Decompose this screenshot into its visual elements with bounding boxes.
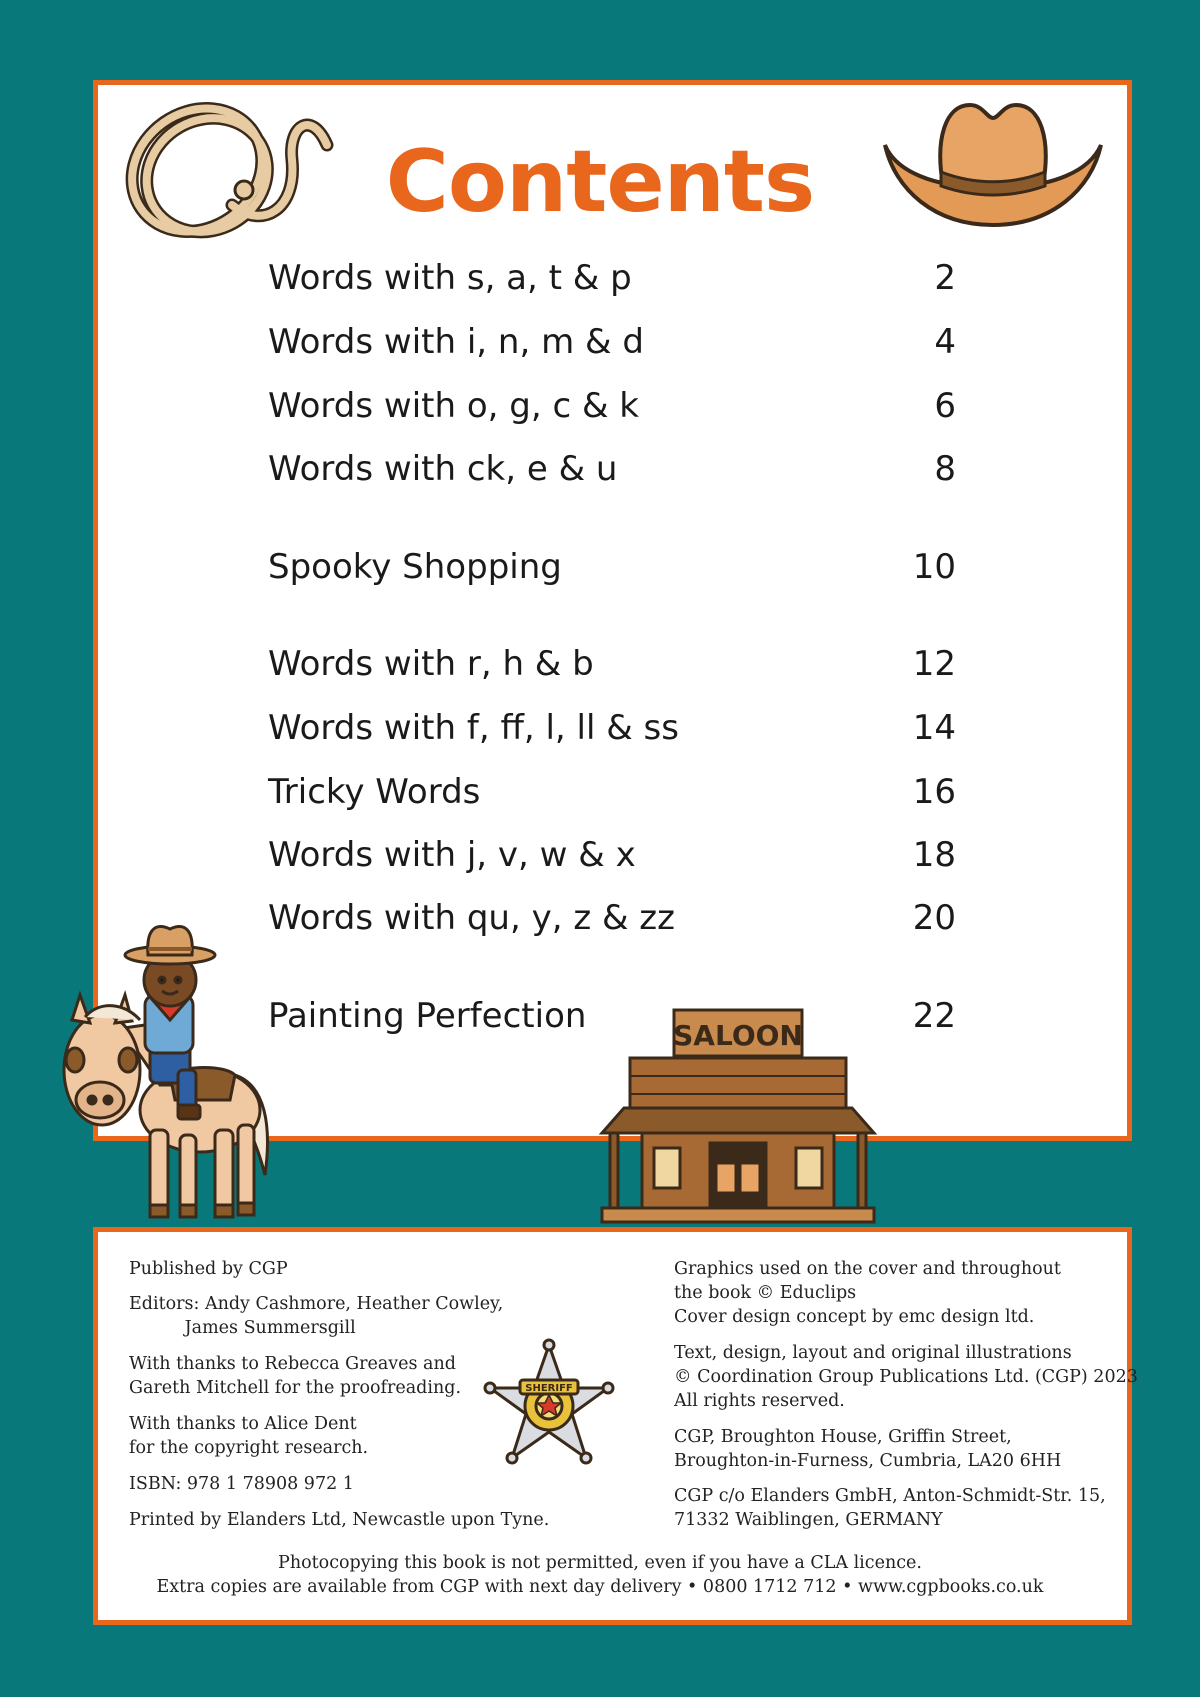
toc-entry-label: Words with f, ff, l, ll & ss [268, 708, 679, 748]
toc-entry [268, 896, 956, 940]
credit-proofreading: With thanks to Rebecca Greaves and Gareth Mitchell for the proofreading. [129, 1354, 462, 1398]
credit-address-uk: CGP, Broughton House, Griffin Street, Broughton-in-Furness, Cumbria, LA20 6HH [674, 1427, 1062, 1471]
toc-entry-label: Words with ck, e & u [268, 449, 618, 489]
credit-printer: Printed by Elanders Ltd, Newcastle upon Tyne. [129, 1510, 550, 1530]
toc-page-number: 20 [912, 898, 956, 938]
toc-entry-label: Words with s, a, t & p [268, 258, 632, 298]
toc-page-number: 6 [934, 386, 956, 426]
toc-page-number: 14 [912, 708, 956, 748]
toc-entry [268, 706, 956, 750]
toc-entry-label: Spooky Shopping [268, 547, 562, 587]
toc-page-number: 10 [912, 547, 956, 587]
footer-contact-line: Extra copies are available from CGP with next day delivery • 0800 1712 712 • www.cgpbooks.co.uk [156, 1577, 1044, 1597]
credit-address-germany: CGP c/o Elanders GmbH, Anton-Schmidt-Str. 15, 71332 Waiblingen, GERMANY [674, 1486, 1106, 1530]
footer-photocopy-notice: Photocopying this book is not permitted, even if you have a CLA licence. [278, 1553, 922, 1573]
page-title: Contents [385, 132, 815, 232]
toc-entry-label: Painting Perfection [268, 996, 587, 1036]
toc-entry-label: Tricky Words [268, 772, 481, 812]
cowboy-on-horse-icon [50, 925, 290, 1230]
toc-page-number: 4 [934, 322, 956, 362]
toc-entry [268, 770, 956, 814]
toc-entry [268, 447, 956, 491]
credit-isbn: ISBN: 978 1 78908 972 1 [129, 1474, 354, 1494]
sheriff-badge-icon [486, 1340, 612, 1470]
toc-page-number: 2 [934, 258, 956, 298]
toc-page-number: 8 [934, 449, 956, 489]
toc-entry [268, 545, 956, 589]
toc-entry [268, 833, 956, 877]
toc-entry-label: Words with qu, y, z & zz [268, 898, 676, 938]
credit-publisher: Published by CGP [129, 1259, 288, 1279]
toc-page-number: 18 [912, 835, 956, 875]
toc-entry-label: Words with i, n, m & d [268, 322, 644, 362]
toc-entry [268, 642, 956, 686]
toc-page-number: 22 [912, 996, 956, 1036]
credit-editors: Editors: Andy Cashmore, Heather Cowley, James Summersgill [129, 1294, 504, 1338]
saloon-sign-text: SALOON [673, 1019, 803, 1052]
saloon-building-icon [602, 1008, 874, 1224]
toc-page-number: 16 [912, 772, 956, 812]
toc-entry [268, 256, 956, 300]
credit-graphics: Graphics used on the cover and throughout the book © Educlips Cover design concept by emc design ltd. [674, 1259, 1061, 1327]
toc-entry [268, 384, 956, 428]
toc-entry-label: Words with j, v, w & x [268, 835, 636, 875]
credit-copyright-research: With thanks to Alice Dent for the copyright research. [129, 1414, 369, 1458]
toc-entry-label: Words with o, g, c & k [268, 386, 639, 426]
toc-page-number: 12 [912, 644, 956, 684]
toc-entry-label: Words with r, h & b [268, 644, 594, 684]
sheriff-badge-text: SHERIFF [525, 1383, 573, 1394]
toc-entry [268, 320, 956, 364]
credit-copyright: Text, design, layout and original illustrations © Coordination Group Publications Ltd. (CGP) 2023 All rights reserved. [674, 1343, 1138, 1411]
